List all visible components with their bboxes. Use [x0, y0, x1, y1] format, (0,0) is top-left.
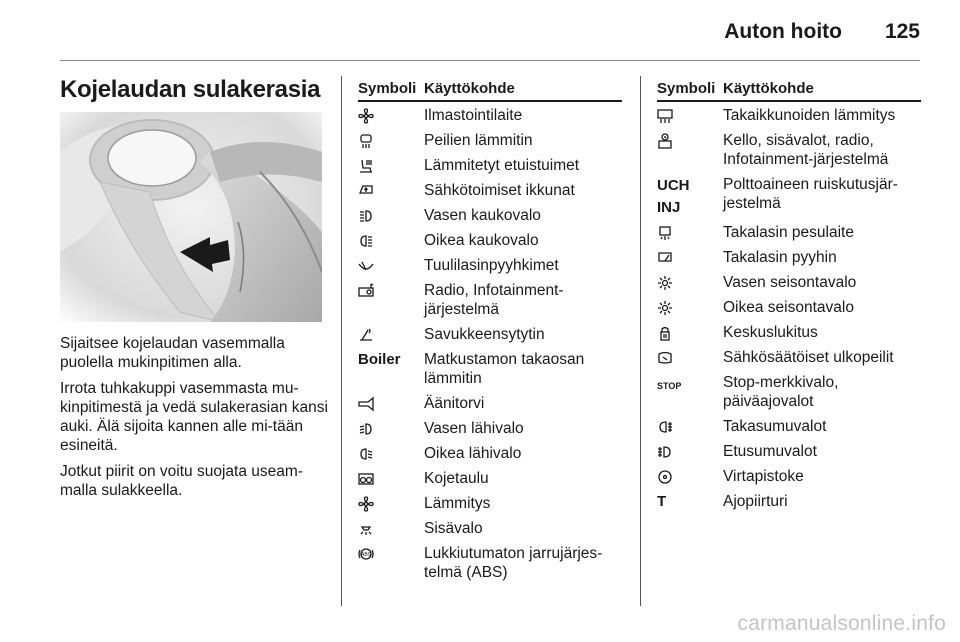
clock-interior-icon [657, 133, 719, 154]
function-text: Ajopiirturi [723, 493, 788, 510]
cigarette-lighter-icon [358, 327, 420, 348]
column-divider [640, 76, 641, 606]
table-row [358, 544, 622, 582]
table-row [358, 156, 622, 175]
function-text: Lämmitys [424, 495, 491, 512]
function-text: Tuulilasinpyyhkimet [424, 257, 559, 274]
table-row [657, 467, 921, 486]
electric-mirror-icon [657, 350, 719, 371]
mirror-heater-icon [358, 133, 420, 154]
table-row [657, 323, 921, 342]
function-text: Polttoaineen ruiskutusjär-jestelmä [723, 176, 898, 212]
heated-seat-icon [358, 158, 420, 179]
function-text: Vasen lähivalo [424, 420, 524, 437]
symbol-column-header: Symboli [358, 80, 417, 97]
rear-wiper-icon [657, 250, 719, 271]
function-text: Radio, Infotainment-järjestelmä [424, 282, 564, 318]
paragraph: Irrota tuhkakuppi vasemmasta mu-kinpitimestä ja vedä sulakerasian kansi auki. Älä sijoita kannen alle mi-tään esineitä. [60, 380, 328, 454]
symbol-text: STOP [657, 381, 682, 391]
interior-light-icon [358, 521, 420, 542]
fan-icon [358, 496, 420, 517]
table-row [358, 256, 622, 275]
table-body [358, 106, 622, 582]
table-row [358, 444, 622, 463]
table-row [657, 106, 921, 125]
table-row [358, 206, 622, 225]
symbol-column-header: Symboli [657, 80, 716, 97]
function-column-header: Käyttökohde [424, 80, 515, 97]
page-header [60, 14, 920, 50]
high-beam-right-icon [358, 233, 420, 254]
function-text: Lukkiutumaton jarrujärjes-telmä (ABS) [424, 545, 603, 581]
table-row [358, 106, 622, 125]
fuse-box-illustration [60, 112, 322, 322]
function-text: Oikea kaukovalo [424, 232, 539, 249]
high-beam-left-icon [358, 208, 420, 229]
table-row [358, 469, 622, 488]
radio-icon [358, 283, 420, 304]
function-text: Matkustamon takaosan lämmitin [424, 351, 585, 387]
table-row [657, 175, 921, 216]
column-divider [341, 76, 342, 606]
function-text: Sähkötoimiset ikkunat [424, 182, 575, 199]
svg-text:ABS: ABS [360, 552, 372, 558]
function-text: Keskuslukitus [723, 324, 818, 341]
low-beam-right-icon [358, 446, 420, 467]
table-row [358, 325, 622, 344]
table-row [358, 494, 622, 513]
paragraph: Sijaitsee kojelaudan vasemmalla puolella mukinpitimen alla. [60, 335, 285, 371]
function-column-header: Käyttökohde [723, 80, 814, 97]
symbol-text: UCH INJ [657, 177, 690, 216]
paragraph: Jotkut piirit on voitu suojata useam-malla sulakkeella. [60, 463, 303, 499]
table-row [657, 442, 921, 461]
function-text: Vasen kaukovalo [424, 207, 541, 224]
table-row [358, 394, 622, 413]
rear-fog-icon [657, 419, 719, 440]
table-row [657, 492, 921, 511]
table-row [657, 298, 921, 317]
table-row [657, 417, 921, 436]
rear-defrost-icon [657, 108, 719, 129]
table-row [358, 181, 622, 200]
section-title: Kojelaudan sulakerasia [60, 76, 321, 103]
table-body [657, 106, 921, 511]
low-beam-left-icon [358, 421, 420, 442]
description-text [60, 334, 328, 507]
table-row [657, 248, 921, 267]
function-text: Stop-merkkivalo, päiväajovalot [723, 374, 839, 410]
function-text: Kello, sisävalot, radio, Infotainment-järjestelmä [723, 132, 889, 168]
function-text: Takaikkunoiden lämmitys [723, 107, 896, 124]
parking-light-left-icon [657, 275, 719, 296]
table-row [657, 348, 921, 367]
table-header [358, 78, 622, 102]
function-text: Ilmastointilaite [424, 107, 523, 124]
function-text: Etusumuvalot [723, 443, 817, 460]
function-text: Takalasin pesulaite [723, 224, 854, 241]
rear-washer-icon [657, 225, 719, 246]
table-row [657, 131, 921, 169]
function-text: Virtapistoke [723, 468, 804, 485]
chapter-title: Auton hoito [724, 20, 842, 43]
table-row [358, 419, 622, 438]
page-number: 125 [884, 20, 920, 43]
symbol-text: T [657, 493, 667, 510]
header-rule [60, 60, 920, 61]
fuse-table-1 [358, 78, 622, 588]
power-window-icon [358, 183, 420, 204]
central-lock-icon [657, 325, 719, 346]
function-text: Kojetaulu [424, 470, 489, 487]
table-row [358, 350, 622, 388]
function-text: Sähkösäätöiset ulkopeilit [723, 349, 894, 366]
wiper-icon [358, 258, 420, 279]
symbol-text: Boiler [358, 351, 401, 368]
function-text: Savukkeensytytin [424, 326, 545, 343]
table-row [657, 223, 921, 242]
table-row [657, 373, 921, 411]
table-row [657, 273, 921, 292]
horn-icon [358, 396, 420, 417]
table-row [358, 281, 622, 319]
function-text: Lämmitetyt etuistuimet [424, 157, 580, 174]
function-text: Peilien lämmitin [424, 132, 533, 149]
instrument-panel-icon [358, 471, 420, 492]
function-text: Äänitorvi [424, 395, 485, 412]
function-text: Oikea seisontavalo [723, 299, 854, 316]
ignition-icon [657, 469, 719, 490]
function-text: Oikea lähivalo [424, 445, 522, 462]
table-row [358, 131, 622, 150]
function-text: Vasen seisontavalo [723, 274, 857, 291]
front-fog-icon [657, 444, 719, 465]
table-row [358, 519, 622, 538]
function-text: Takalasin pyyhin [723, 249, 837, 266]
table-header [657, 78, 921, 102]
fan-icon [358, 108, 420, 129]
abs-icon [358, 546, 420, 567]
parking-light-right-icon [657, 300, 719, 321]
fuse-box-photo [60, 112, 322, 322]
function-text: Sisävalo [424, 520, 483, 537]
watermark: carmanualsonline.info [737, 612, 946, 635]
function-text: Takasumuvalot [723, 418, 827, 435]
fuse-table-2 [657, 78, 921, 517]
table-row [358, 231, 622, 250]
